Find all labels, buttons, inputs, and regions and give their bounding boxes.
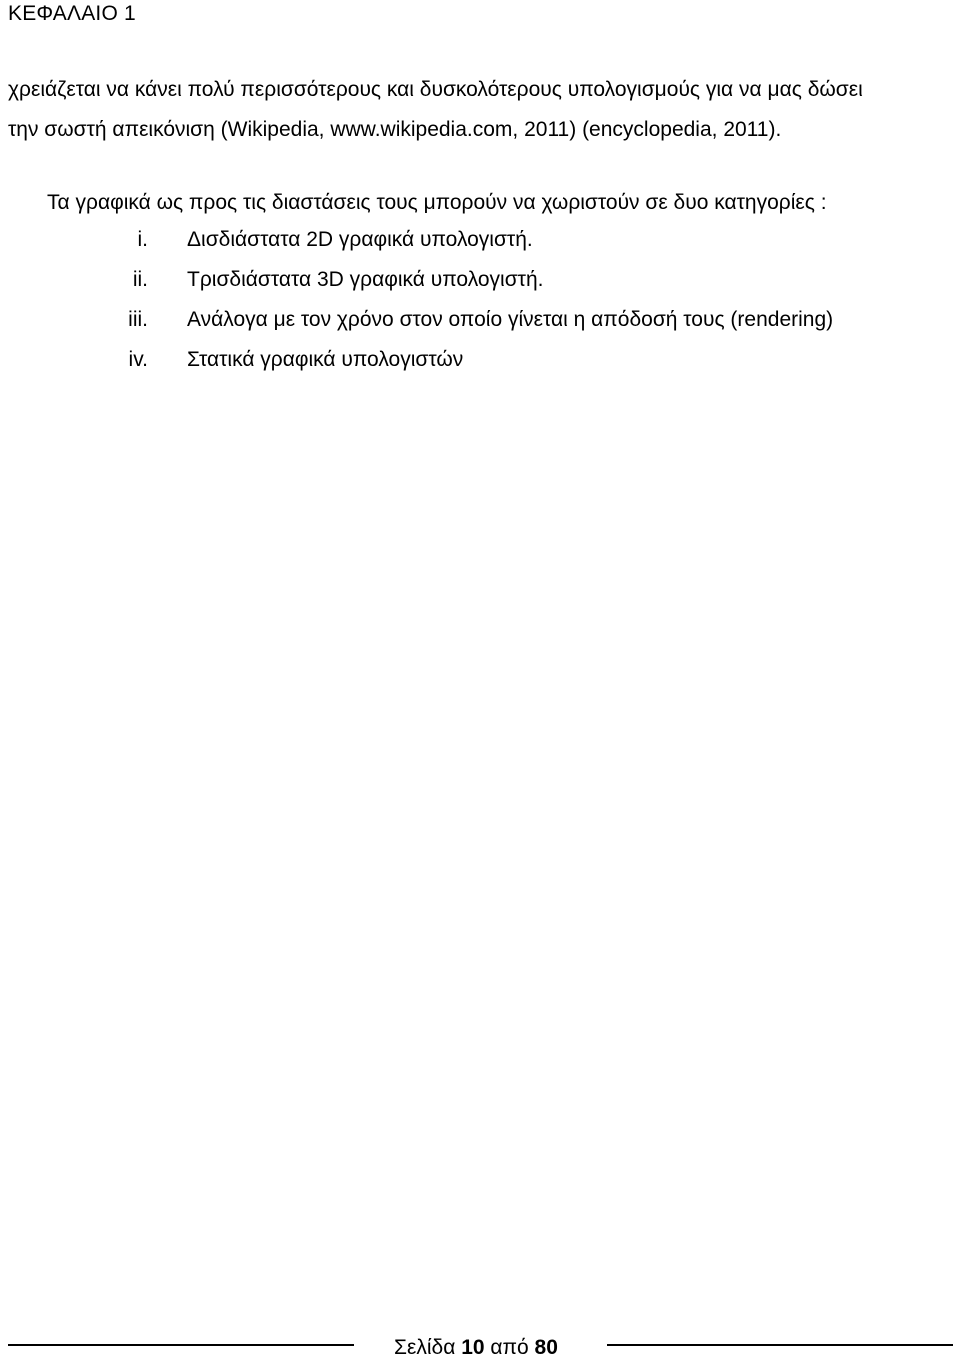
categories-list <box>0 225 960 385</box>
page-number <box>394 1335 558 1361</box>
list-item <box>0 225 960 265</box>
page-total: 80 <box>534 1336 558 1359</box>
list-item-number: iii. <box>128 308 148 331</box>
paragraph-line-1: χρειάζεται να κάνει πολύ περισσότερους και δυσκολότερους υπολογισμούς για να μας δώσει <box>8 78 863 101</box>
page-prefix: Σελίδα <box>394 1336 456 1359</box>
list-item-text: Τρισδιάστατα 3D γραφικά υπολογιστή. <box>187 268 544 291</box>
list-item <box>0 305 960 345</box>
footer-rule-right <box>607 1344 953 1346</box>
page-footer <box>0 1330 960 1360</box>
list-item-text: Στατικά γραφικά υπολογιστών <box>187 348 464 371</box>
page-of: από <box>490 1336 529 1359</box>
list-item-text: Δισδιάστατα 2D γραφικά υπολογιστή. <box>187 228 533 251</box>
page-current: 10 <box>461 1336 485 1359</box>
list-item-number: iv. <box>128 348 148 371</box>
list-item <box>0 345 960 385</box>
list-item-text: Ανάλογα με τον χρόνο στον οποίο γίνεται η απόδοσή τους (rendering) <box>187 308 834 331</box>
footer-rule-left <box>8 1344 354 1346</box>
paragraph-line-2: την σωστή απεικόνιση (Wikipedia, www.wikipedia.com, 2011) (encyclopedia, 2011). <box>8 118 782 141</box>
paragraph-categories-intro: Τα γραφικά ως προς τις διαστάσεις τους μπορούν να χωριστούν σε δυο κατηγορίες : <box>47 191 827 214</box>
list-item <box>0 265 960 305</box>
paragraph-continuation <box>8 70 958 150</box>
chapter-header: ΚΕΦΑΛΑΙΟ 1 <box>8 2 136 25</box>
list-item-number: i. <box>137 228 148 251</box>
list-item-number: ii. <box>132 268 148 291</box>
